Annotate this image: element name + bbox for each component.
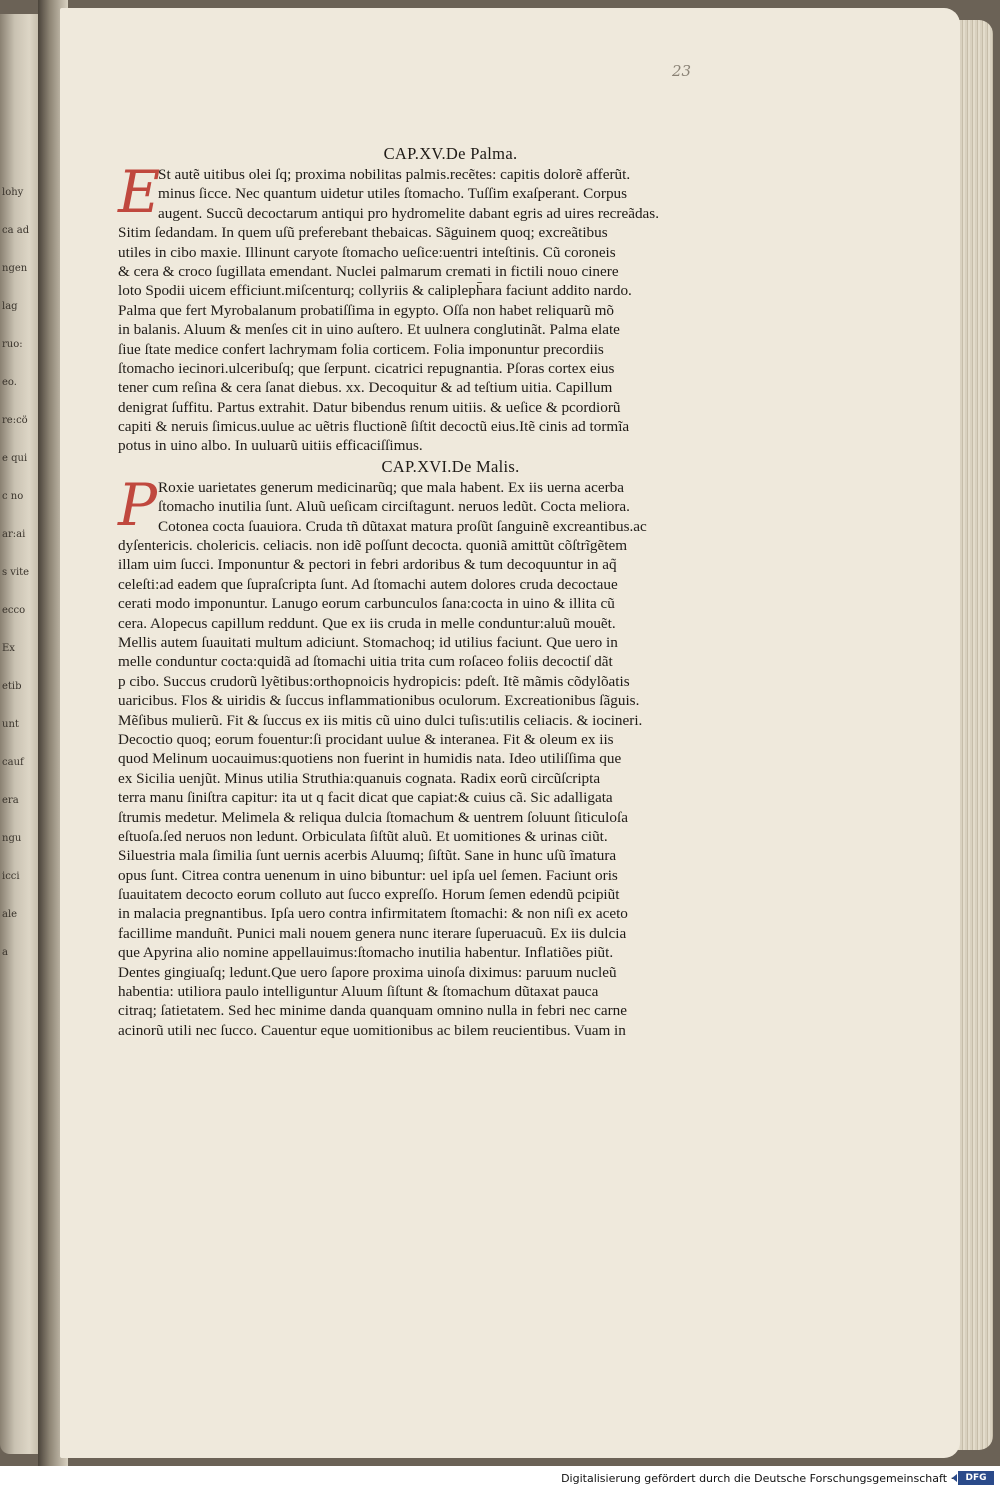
chapter-body [118, 470, 743, 1040]
text-line: cera. Alopecus capillum reddunt. Que ex iis cruda in melle conduntur:aluũ mouẽt. [118, 614, 616, 632]
text-line: Siluestria mala ſimilia ſunt uernis acerbis Aluumq; ſiſtũt. Sane in hunc uſũ ĩmatura [118, 847, 617, 865]
chapter-heading: CAP.XV.De Palma. [383, 144, 518, 163]
left-page-fragment: a [2, 947, 8, 958]
text-line: in malacia pregnantibus. Ipſa uero contra infirmitatem ſtomachi: & non niſi ex aceto [118, 905, 628, 923]
chapter-15 [118, 143, 743, 456]
text-line: Cotonea cocta ſuauiora. Cruda tñ dũtaxat matura proſũt ſanguinẽ excreantibus.ac [158, 517, 647, 535]
text-line: augent. Succũ decoctarum antiqui pro hydromelite dabant egris ad uires recreãdas. [158, 204, 659, 222]
footer-bar [0, 1466, 1000, 1491]
left-page-fragment: ar:ai [2, 529, 26, 540]
decorated-initial: P [118, 470, 158, 539]
text-line: Decoctio quoq; eorum fouentur:ſi procidant uulue & interanea. Fit & oleum ex iis [118, 730, 614, 748]
text-line: denigrat ſuffitu. Partus extrahit. Datur bibendus renum uitiis. & ueſice & pcordiorũ [118, 398, 621, 416]
text-line: utiles in cibo maxie. Illinunt caryote ſtomacho ueſice:uentri inteſtinis. Cũ coroneis [118, 243, 616, 261]
left-page-fragment: s vite [2, 567, 30, 578]
text-line: dyſentericis. cholericis. celiacis. non idẽ poſſunt decocta. quoniã amittũt cõſtrĩgẽtem [118, 537, 628, 555]
text-line: Sitim ſedandam. In quem uſũ preferebant thebaicas. Sãguinem quoq; excreãtibus [118, 224, 608, 242]
dfg-logo: DFG [958, 1471, 994, 1485]
text-line: eſtuoſa.ſed neruos non ledunt. Orbiculata ſiſtũt aluũ. Et uomitiones & urinas ciũt. [118, 827, 608, 845]
text-line: ex Sicilia uenjũt. Minus utilia Struthia:quanuis cognata. Radix eorũ circũſcripta [118, 769, 601, 787]
left-page-fragment: c no [2, 491, 24, 502]
text-line: cerati modo imponuntur. Lanugo eorum carbunculos ſana:cocta in uino & illita cũ [118, 595, 615, 613]
text-line: uaricibus. Flos & uiridis & ſuccus inflammationibus oculorum. Excreationibus ſãguis. [118, 692, 640, 710]
decorated-initial: E [118, 158, 161, 226]
left-page-fragment: ngen [2, 263, 28, 274]
text-line: Palma que fert Myrobalanum probatiſſima in egypto. Oſſa non habet reliquarũ mõ [118, 301, 614, 319]
text-line: terra manu ſiniſtra capitur: ita ut q facit dicat que capiat:& cuius cã. Sic adalligata [118, 789, 613, 807]
left-page-fragment: etib [2, 681, 22, 692]
text-line: ſtrumis medetur. Melimela & reliqua dulcia ſtomachum & uentrem ſoluunt ſiticuloſa [118, 808, 628, 826]
text-line: ſtomacho inutilia ſunt. Aluũ ueſicam circiſtagunt. neruos ledũt. Cocta meliora. [158, 498, 630, 516]
left-page-fragment: lohy [2, 187, 24, 198]
left-page-fragment: lag [2, 301, 18, 312]
text-line: facillime manduñt. Punici mali nouem genera nunc iterare ſuperuacuũ. Ex iis dulcia [118, 924, 627, 942]
text-line: capiti & neruis ſimicus.uulue ac uẽtris fluctionẽ ſiſtit decoctũ eius.Itẽ cinis ad tormĩa [118, 418, 630, 436]
page-block-edge [955, 20, 993, 1450]
text-line: que Apyrina alio nomine appellauimus:ſtomacho inutilia habentur. Inflatiões piũt. [118, 944, 614, 962]
text-line: illam uim ſucci. Imponuntur & pectori in febri ardoribus & tum decoquuntur in aq̃ [118, 556, 617, 574]
left-page-fragment: Ex [2, 643, 15, 654]
text-line: tener cum reſina & cera ſanat diebus. xx. Decoquitur & ad teſtium uitia. Capillum [118, 379, 613, 397]
text-block [118, 143, 743, 1040]
left-page-fragment: ecco [2, 605, 26, 616]
text-line: & cera & croco ſugillata emendant. Nuclei palmarum cremati in fictili nouo cinere [118, 262, 619, 280]
left-page-edge [0, 14, 42, 1454]
text-line: Dentes gingiuaſq; ledunt.Que uero ſapore proxima uinoſa diximus: paruum nucleũ [118, 963, 617, 981]
left-page-fragment: eo. [2, 377, 17, 388]
funding-credit: Digitalisierung gefördert durch die Deutsche Forschungsgemeinschaft · [561, 1472, 954, 1485]
text-line: p cibo. Succus crudorũ lyẽtibus:orthopnoicis hydropicis: pdeſt. Itẽ mãmis cõdylõatis [118, 672, 630, 690]
text-line: Mellis autem ſuauitati multum adiciunt. Stomachoq; id utilius faciunt. Que uero in [118, 633, 618, 651]
text-line: celeſti:ad eadem que ſupraſcripta ſunt. Ad ſtomachi autem dolores cruda decoctaue [118, 575, 618, 593]
left-page-fragment: cauf [2, 757, 24, 768]
text-line: ſiue ſtate medice confert lachrymam folia corticem. Folia imponuntur precordiis [118, 340, 604, 358]
text-line: habentia: utiliora paulo intelliguntur Aluum ſiſtunt & ſtomachum dũtaxat pauca [118, 983, 599, 1001]
left-page-fragment: era [2, 795, 19, 806]
text-line: Roxie uarietates generum medicinarũq; que mala habent. Ex iis uerna acerba [158, 478, 624, 496]
chapter-16 [118, 456, 743, 1040]
text-line: in balanis. Aluum & menſes cit in uino auſtero. Et uulnera conglutinãt. Palma elate [118, 321, 620, 339]
folio-number: 23 [672, 62, 692, 80]
left-page-fragment: unt [2, 719, 19, 730]
text-line: loto Spodii uicem efficiunt.miſcenturq; collyriis & calipleph̄ara faciunt addito nardo. [118, 282, 632, 300]
text-line: potus in uino albo. In uuluarũ uitiis efficaciſſimus. [118, 437, 423, 455]
left-page-fragment: ca ad [2, 225, 30, 236]
text-line: minus ſicce. Nec quantum uidetur utiles ſtomacho. Tuſſim exaſperant. Corpus [158, 185, 628, 203]
text-line: St autẽ uitibus olei ſq; proxima nobilitas palmis.recẽtes: capitis dolorẽ afferũt. [158, 166, 631, 183]
text-line: melle conduntur cocta:quidã ad ſtomachi uitia trita cum roſaceo foliis decoctiſ dãt [118, 653, 613, 671]
chapter-body [118, 158, 743, 456]
left-page-fragment: ruo: [2, 339, 23, 350]
text-line: ſuauitatem decocto eorum colluto aut ſucco expreſſo. Horum ſemen edendũ pcipiũt [118, 886, 620, 904]
text-line: ſtomacho iecinori.ulceribuſq; que ſerpunt. cicatrici repugnantia. Pſoras cortex eius [118, 359, 615, 377]
text-line: Mẽſibus mulierũ. Fit & ſuccus ex iis mitis cũ uino dulci tuſis:utilis celiacis. & iocineri. [118, 711, 643, 729]
text-line: citraq; ſatietatem. Sed hec minime danda quanquam omnino nulla in febri nec carne [118, 1002, 628, 1020]
text-line: opus ſunt. Citrea contra uenenum in uino bibuntur: uel ipſa uel ſemen. Faciunt oris [118, 866, 618, 884]
left-page-fragment: icci [2, 871, 20, 882]
left-page-fragment: re:cö [2, 415, 28, 426]
left-page-fragment: ale [2, 909, 18, 920]
text-line: quod Melinum uocauimus:quotiens non fuerint in humidis nata. Ideo utiliſſima que [118, 750, 622, 768]
text-line: acinorũ utili nec ſucco. Cauentur eque uomitionibus ac bilem reucientibus. Vuam in [118, 1021, 626, 1039]
left-page-fragment: ngu [2, 833, 22, 844]
chapter-heading: CAP.XVI.De Malis. [381, 456, 520, 476]
left-page-fragment: e qui [2, 453, 28, 464]
